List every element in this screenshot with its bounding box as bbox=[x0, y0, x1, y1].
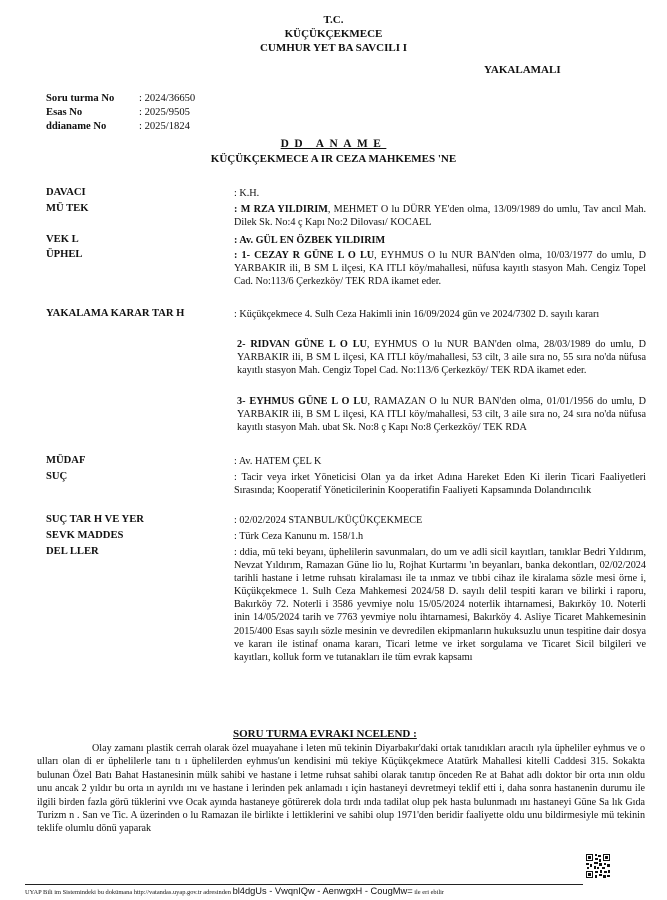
value-deliller: : ddia, mü teki beyanı, üphelilerin savunmaları, do um ve adli sicil kayıtları, tanıklar Bedri Yıldırım, Nevzat Yıldırım, Ramazan Güne lio lu, Rojhat Kurtarmı 'ın beyanları, banka dekontları, 02/02/2024 tarihli hastane i letme ruhsatı kiralaması ile ta ınmaz ve tıbbi cihaz ile kiralama sözle mesi örne i, Küçükçekmece 1. Sulh Ceza Mahkemesi 2024/58 D. sayılı delil tespiti kararı ve bilirki i raporu, Bakırköy 72. Noterli i 3586 yevmiye nolu 15/05/2024 noterlik ihtarnamesi, Bakırköy 10. Noterli inin 14/05/2024 tarih ve 7763 yevmiye nolu ihtarnamesi, Bakırköy 4. Asliye Ticaret Mahkemesinin 2015/400 Esas sayılı sözle mesinin ve devredilen ekipmanların hukuksuzlu unun tespitine dair dosya ve kararı ile istinaf onama kararı, Ticari letme ve irket sorgulama ve Ticaret Sicil bilgileri ve kayıtları, kolluk form ve tutanakları ile tüm evrak kapsamı bbox=[234, 547, 646, 663]
document-title-text: DD ANAME bbox=[280, 138, 387, 150]
footer-prefix: UYAP Bili im Sistemindeki bu dokümana http://vatandas.uyap.gov.tr adresinden bbox=[25, 889, 231, 896]
meta-label: ddianame No bbox=[46, 121, 107, 132]
musteki-name: M RZA YILDIRIM bbox=[240, 204, 328, 215]
value-suphel-1 bbox=[234, 249, 646, 289]
status-label: YAKALAMALI bbox=[484, 64, 561, 76]
suphel-1-details: , EYHMUS O lu NUR BAN'den olma, 10/03/1977 do umlu, D YARBAKIR ili, B SM L ilçesi, KA ITLI köy/mahallesi, nüfusa kayıtlı stasyon Mah. Cengiz Topel Cad. No:113/6 Çerkezköy/ TEK RDA ikamet eder. bbox=[234, 250, 646, 288]
header-city: KÜÇÜKÇEKMECE bbox=[284, 28, 383, 40]
label-deliller: DEL LLER bbox=[46, 546, 99, 557]
label-vekil: VEK L bbox=[46, 234, 79, 245]
value-vekil: : Av. GÜL EN ÖZBEK YILDIRIM bbox=[234, 235, 386, 246]
label-mudaf: MÜDAF bbox=[46, 455, 86, 466]
musteki-prefix: : bbox=[234, 204, 241, 215]
label-suc-tarihi: SUÇ TAR H VE YER bbox=[46, 514, 144, 525]
value-suc-tarihi: : 02/02/2024 STANBUL/KÜÇÜKÇEKMECE bbox=[234, 515, 423, 526]
meta-value: : 2024/36650 bbox=[139, 93, 196, 104]
musteki-details: , MEHMET O lu DÜRR YE'den olma, 13/09/1989 do umlu, Tav ancıl Mah. Dilek Sk. No:4 ç Kapı No:2 Dilovası/ KOCAEL bbox=[234, 204, 646, 229]
value-musteki bbox=[234, 203, 646, 229]
value-sevk: : Türk Ceza Kanunu m. 158/1.h bbox=[234, 531, 364, 542]
label-musteki: MÜ TEK bbox=[46, 203, 89, 214]
value-davaci: : K.H. bbox=[234, 188, 260, 199]
header-tc: T.C. bbox=[323, 14, 344, 26]
footer-divider bbox=[25, 884, 583, 885]
value-suc: : Tacir veya irket Yöneticisi Olan ya da irket Adına Hareket Eden Ki ilerin Ticari Faaliyetleri Sırasında; Kooperatif Yöneticilerinin Kooperatifin Faaliyeti Kapsamında Dolandırıcılık bbox=[234, 472, 646, 497]
verification-code: bl4dgUs - VwqnIQw - AenwgxH - CougMw= bbox=[232, 886, 413, 896]
suphel-1-prefix: : bbox=[234, 250, 242, 261]
meta-label: Esas No bbox=[46, 107, 83, 118]
value-mudaf: : Av. HATEM ÇEL K bbox=[234, 456, 322, 467]
label-sevk: SEVK MADDES bbox=[46, 530, 124, 541]
section-title: SORU TURMA EVRAKI NCELEND : bbox=[233, 728, 417, 740]
suphel-2-name: 2- RIDVAN GÜNE L O LU bbox=[237, 339, 367, 350]
value-suphel-3 bbox=[237, 395, 646, 435]
value-yakalama: : Küçükçekmece 4. Sulh Ceza Hakimli inin 16/09/2024 gün ve 2024/7302 D. sayılı kararı bbox=[234, 309, 600, 320]
footer bbox=[25, 886, 444, 896]
header-office: CUMHUR YET BA SAVCILI I bbox=[259, 42, 408, 54]
investigation-paragraph: Olay zamanı plastik cerrah olarak özel muayahane i leten mü tekinin Diyarbakır'daki ortak tanıdıkları aracılı ıyla üpheliler eyhmus ve o ulları olan di er üphelilerle tanı tı ı üphelilerden eyhmus'un kendisini mü tekiye Küçükçekmece Atatürk Mahallesi kitelli Caddesi 315. Sokakta bulunan Özel Batı Bahat Hastanesinin mülk sahibi ve hastane i letme ruhsat sahibi olarak tanıtıp önceden Re at Bahat adlı doktor bir orta ının oldu unu ancak 2 yıldır bu orta ın ayrıldı ını ve hastane i lerinden pek anlamadı ı için hastaneyi devretmeyi teklif etti i, daha sonra hastanenin durumu ile ilgili birden fazla görü tüklerini vve Ocak ayında hastaneye götürerek dola tırdı ında tadilat olup pek hasta bulunmadı ını hastaneyi Güne Sa lık Gıda Turizm n . San ve Tic. A üzerinden o lu Ramazan ile birlikte i lettiklerini ve sahibi olup 1971'den beridir faaliyette oldu unu bildirmesiyle mü tekinin teklife olumlu dönü yaparak bbox=[37, 743, 645, 835]
meta-value: : 2025/1824 bbox=[139, 121, 190, 132]
court-title: KÜÇÜKÇEKMECE A IR CEZA MAHKEMES 'NE bbox=[210, 153, 457, 165]
label-suphel: ÜPHEL bbox=[46, 249, 83, 260]
meta-value: : 2025/9505 bbox=[139, 107, 190, 118]
qr-code-icon bbox=[585, 853, 611, 879]
label-yakalama: YAKALAMA KARAR TAR H bbox=[46, 308, 185, 319]
suphel-3-name: 3- EYHMUS GÜNE L O LU bbox=[237, 396, 368, 407]
value-suphel-2 bbox=[237, 338, 646, 378]
label-davaci: DAVACI bbox=[46, 187, 86, 198]
suphel-3-details: , RAMAZAN O lu NUR BAN'den olma, 01/01/1956 do umlu, D YARBAKIR ili, B SM L ilçesi, KA ITLI köy/mahallesi, 53 cilt, 3 aile sıra no, 24 sıra no'da nüfusa kayıtlı stasyon Mah. ubat Sk. No:8 ç Kapı No:8 Çerkezköy/ TEK RDA bbox=[237, 396, 646, 434]
suphel-1-name: 1- CEZAY R GÜNE L O LU bbox=[241, 250, 375, 261]
meta-label: Soru turma No bbox=[46, 93, 115, 104]
footer-suffix: ile eri ebilir bbox=[414, 889, 445, 896]
label-suc: SUÇ bbox=[46, 471, 68, 482]
suphel-2-details: , EYHMUS O lu NUR BAN'den olma, 28/03/1989 do umlu, D YARBAKIR ili, B SM L ilçesi, KA ITLI köy/mahallesi, 53 cilt, 3 aile sıra no, 55 sıra no'da nüfusa kayıtlı stasyon Mah. Cengiz Topel Cad. No:113/6 Çerkezköy/ TEK RDA ikamet eder. bbox=[237, 339, 646, 377]
document-title bbox=[0, 138, 667, 150]
